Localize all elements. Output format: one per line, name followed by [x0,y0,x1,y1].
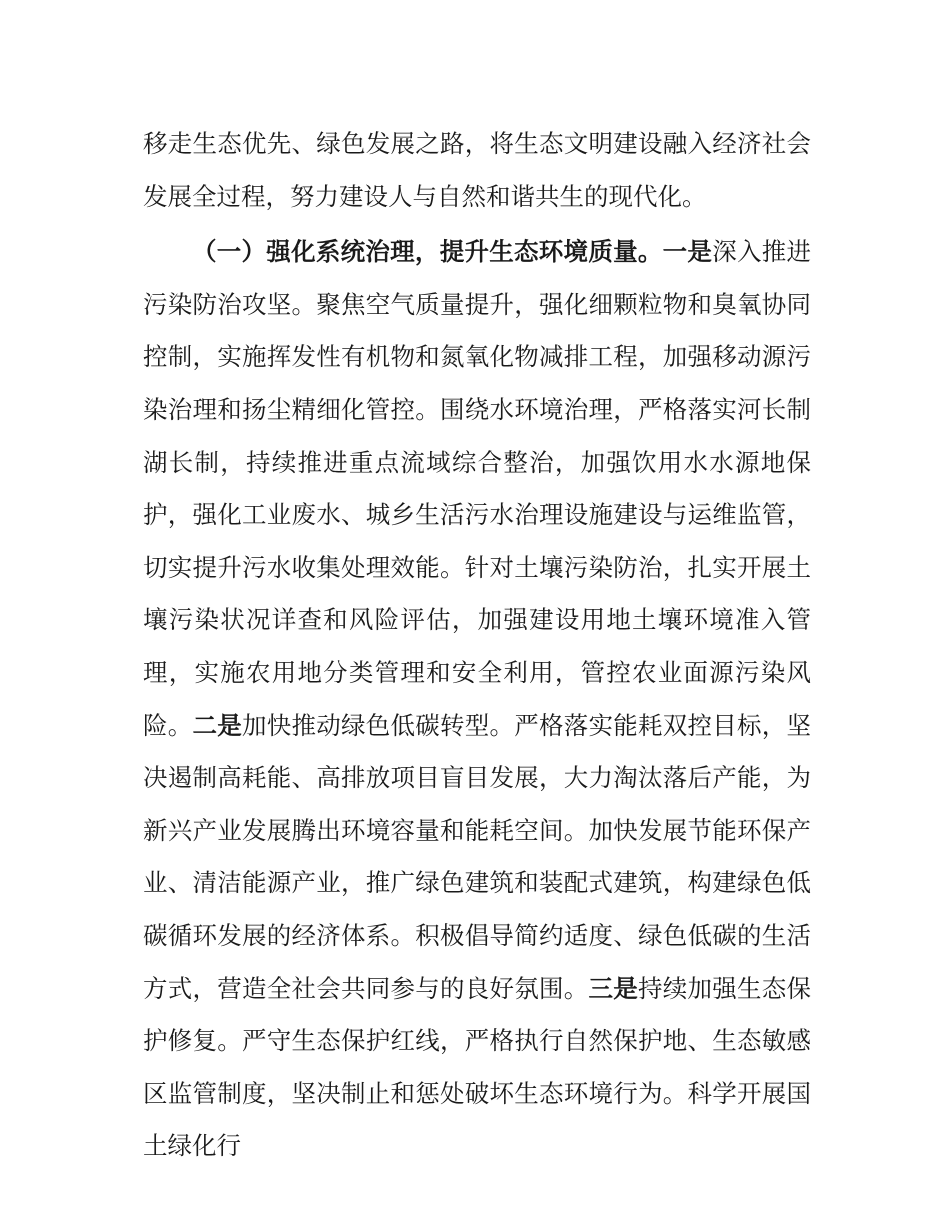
lead-phrase-first: 一是 [662,237,713,267]
body-text-third: 持续加强生态保护修复。严守生态保护红线，严格执行自然保护地、生态敏感区监管制度，坚决制止和惩处破坏生态环境行为。科学开展国土绿化行 [143,973,811,1161]
document-page [143,118,811,1173]
body-text-first: 深入推进污染防治攻坚。聚焦空气质量提升，强化细颗粒物和臭氧协同控制，实施挥发性有机物和氮氧化物减排工程，加强移动源污染治理和扬尘精细化管控。围绕水环境治理，严格落实河长制湖长制，持续推进重点流域综合整治，加强饮用水水源地保护，强化工业废水、城乡生活污水治理设施建设与运维监管，切实提升污水收集处理效能。针对土壤污染防治，扎实开展土壤污染状况详查和风险评估，加强建设用地土壤环境准入管理，实施农用地分类管理和安全利用，管控农业面源污染风险。 [143,237,812,740]
body-text-second: 加快推动绿色低碳转型。严格落实能耗双控目标，坚决遏制高耗能、高排放项目盲目发展，大力淘汰落后产能，为新兴产业发展腾出环境容量和能耗空间。加快发展节能环保产业、清洁能源产业，推广绿色建筑和装配式建筑，构建绿色低碳循环发展的经济体系。积极倡导简约适度、绿色低碳的生活方式，营造全社会共同参与的良好氛围。 [143,710,811,1003]
lead-phrase-third: 三是 [588,973,638,1003]
paragraph-continuation: 移走生态优先、绿色发展之路，将生态文明建设融入经济社会发展全过程，努力建设人与自然和谐共生的现代化。 [143,129,811,211]
paragraph-ecology-governance [143,226,811,1173]
lead-phrase-second: 二是 [192,710,242,740]
section-heading: （一）强化系统治理，提升生态环境质量。 [192,237,663,267]
